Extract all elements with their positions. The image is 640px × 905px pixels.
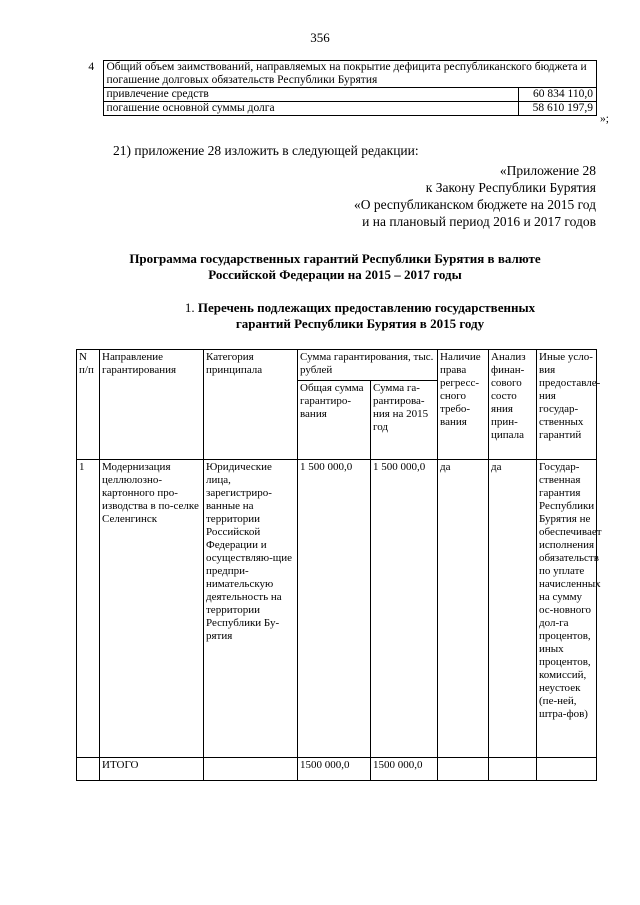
col-header-num: N п/п xyxy=(77,350,100,460)
col-header-category: Категория принципала xyxy=(204,350,298,460)
cell-analysis: да xyxy=(489,460,537,758)
cell-num: 1 xyxy=(77,460,100,758)
col-header-sum-2015: Сумма га-рантирова-ния на 2015 год xyxy=(371,381,438,460)
page-number: 356 xyxy=(310,30,330,45)
col-header-direction: Направление гарантирования xyxy=(100,350,204,460)
title-line: Программа государственных гарантий Республики Бурятия в валюте xyxy=(129,251,541,266)
col-header-other: Иные усло-вия предоставле-ния государ-ственных гарантий xyxy=(537,350,597,460)
guarantees-table xyxy=(76,349,602,781)
total-sum-2015: 1500 000,0 xyxy=(371,758,438,781)
col-header-sum-total: Общая сумма гарантиро-вания xyxy=(298,381,371,460)
appendix-line: к Закону Республики Бурятия xyxy=(425,180,596,195)
total-sum-total: 1500 000,0 xyxy=(298,758,371,781)
section-title-line: Перечень подлежащих предоставлению государственных xyxy=(197,300,536,315)
cell-empty xyxy=(489,758,537,781)
cell-empty xyxy=(438,758,489,781)
amendment-item: 21) приложение 28 изложить в следующей редакции: xyxy=(113,143,419,158)
header-row xyxy=(77,350,597,381)
appendix-line: и на плановый период 2016 и 2017 годов xyxy=(362,214,596,229)
section-title xyxy=(140,300,580,332)
section-number: 1. xyxy=(184,300,198,315)
col-header-analysis: Анализ финан-сового состо яния прин-ципала xyxy=(489,350,537,460)
closing-quote: »; xyxy=(600,113,609,125)
row-label: привлечение средств xyxy=(103,88,519,102)
appendix-heading xyxy=(280,162,596,230)
cell-category: Юридические лица, зарегистриро-ванные на территории Российской Федерации и осуществляю-щие предпри-нимательскую деятельность на территории Республики Бу-рятия xyxy=(204,460,298,758)
section-title-line: гарантий Республики Бурятия в 2015 году xyxy=(235,316,485,331)
row-value: 58 610 197,9 xyxy=(519,102,597,116)
total-row xyxy=(77,758,597,781)
cell-sum-2015: 1 500 000,0 xyxy=(371,460,438,758)
table-row xyxy=(80,88,597,102)
borrowings-table xyxy=(80,60,597,116)
title-line: Российской Федерации на 2015 – 2017 годы xyxy=(208,267,462,282)
row-number: 4 xyxy=(80,61,103,116)
appendix-line: «Приложение 28 xyxy=(499,163,596,178)
table-row xyxy=(80,102,597,116)
row-label: погашение основной суммы долга xyxy=(103,102,519,116)
program-title xyxy=(70,251,600,283)
cell-empty xyxy=(77,758,100,781)
row-value: 60 834 110,0 xyxy=(519,88,597,102)
table-row xyxy=(80,61,597,88)
cell-empty xyxy=(537,758,597,781)
cell-direction: Модернизация целлюлозно-картонного про-изводства в по-селке Селенгинск xyxy=(100,460,204,758)
cell-regress: да xyxy=(438,460,489,758)
total-label: ИТОГО xyxy=(100,758,204,781)
borrowings-header: Общий объем заимствований, направляемых на покрытие дефицита республиканского бюджета и погашение долговых обязательств Республики Бурятия xyxy=(103,61,597,88)
cell-other: Государ-ственная гарантия Республики Бурятия не обеспечивает исполнения обязательств по уплате начисленных на сумму ос-новного дол-га процентов, иных процентов, комиссий, неустоек (пе-ней, штра-фов) xyxy=(537,460,597,758)
table-row xyxy=(77,460,597,758)
col-header-sum-group: Сумма гарантирования, тыс. рублей xyxy=(298,350,438,381)
col-header-regress: Наличие права регресс-сного требо-вания xyxy=(438,350,489,460)
appendix-line: «О республиканском бюджете на 2015 год xyxy=(353,197,596,212)
cell-empty xyxy=(204,758,298,781)
cell-sum-total: 1 500 000,0 xyxy=(298,460,371,758)
